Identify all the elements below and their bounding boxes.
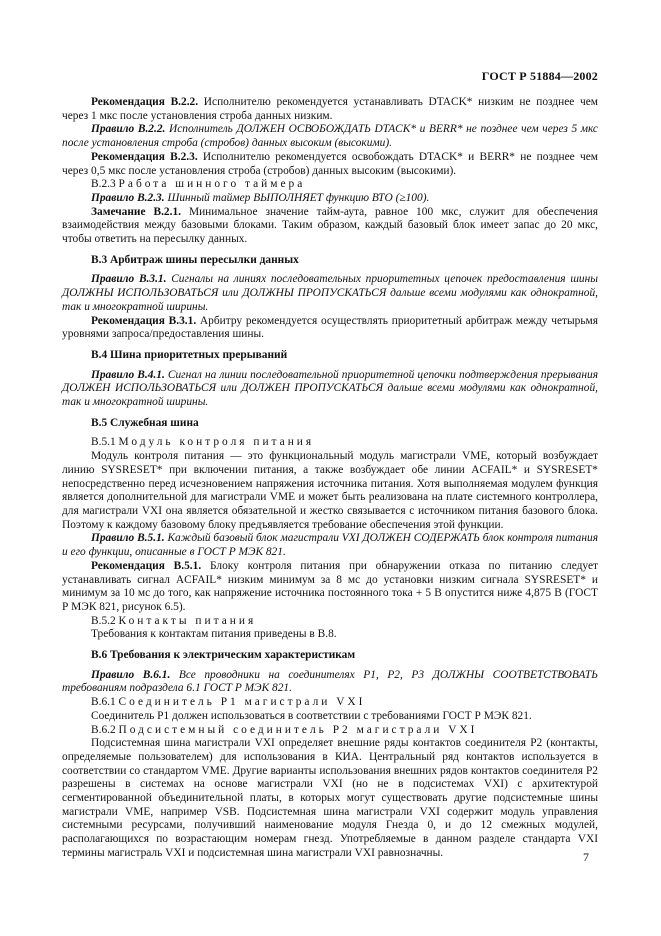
paragraph-power-monitor: Модуль контроля питания — это функциональный модуль магистрали VME, который возбуждает линию SYSRESET* при включении питания, а также возбуждает обе линии ACFAIL* и SYSRESET* непосредственно перед исчезновением напряжения источника питания. Хотя выполняемая модулем функция является дополнительной для магистрали VME и может быть реализована на плате системного контроллера, для магистрали VXI она является обязательной и жестко связывается с источником питания базового блока. Поэтому к каждому базовому блоку предъявляется требование обеспечения этой функции. [62, 450, 598, 531]
document-body [62, 96, 598, 861]
rule-b51: Правило В.5.1. Каждый базовый блок магистрали VXI ДОЛЖЕН СОДЕРЖАТЬ блок контроля питания и его функции, описанные в ГОСТ Р МЭК 821. [62, 532, 598, 559]
section-b51-heading: В.5.1 Модуль контроля питания [91, 436, 315, 449]
page-number: 7 [583, 850, 589, 864]
note-b21: Замечание В.2.1. Минимальное значение тайм-аута, равное 100 мкс, служит для обеспечения взаимодействия между базовыми блоками. Таким образом, каждый базовый блок имеет запас до 20 мкс, чтобы ответить на пересылку данных. [62, 205, 599, 246]
paragraph-p2-connector: Подсистемная шина магистрали VXI определяет внешние ряды контактов соединителя Р2 (контакты, определяемые пользователем) для использования в КИА. Центральный ряд контактов используется в соответствии со стандартом VME. Другие варианты использования внешних рядов контактов соединителя Р2 разрешены в системах на основе магистрали VXI (но не в подсистемах VXI) с архитектурой сегментированной объединительной платы, в которых могут существовать другие подсистемные шины магистрали VME, например VSB. Подсистемная шина магистрали VXI содержит модуль управления системными ресурсами, получивший наименование модуля Гнезда 0, и до 12 смежных модулей, располагающихся по возрастающим номерам гнезд. Употребляемые в данном разделе стандарта VXI термины магистраль VXI и подсистемная шина магистрали VXI равнозначны. [62, 737, 598, 859]
recommendation-b31: Рекомендация В.3.1. Арбитру рекомендуется осуществлять приоритетный арбитраж между четырьмя уровнями запроса/предоставления шины. [62, 314, 598, 341]
paragraph-p1-connector: Соединитель Р1 должен использоваться в соответствии с требованиями ГОСТ Р МЭК 821. [91, 709, 532, 722]
section-b61-heading: В.6.1 Соединитель Р1 магистрали VXI [91, 696, 366, 709]
recommendation-b22: Рекомендация В.2.2. Исполнителю рекомендуется устанавливать DTACK* низким не позднее чем через 1 мкс после установления строба данных низким. [62, 96, 598, 122]
recommendation-b23: Рекомендация В.2.3. Исполнителю рекомендуется освобождать DTACK* и BERR* не позднее чем через 0,5 мкс после установления строба (стробов) данных высоким (высокими). [62, 150, 598, 177]
rule-b31: Правило В.3.1. Сигналы на линиях последовательных приоритетных цепочек предоставления шины ДОЛЖНЫ ИСПОЛЬЗОВАТЬСЯ или ДОЛЖНЫ ПРОПУСКАТЬСЯ дальше всеми модулями как однократной, так и многократной ширины. [62, 273, 598, 313]
rule-b22: Правило В.2.2. Исполнитель ДОЛЖЕН ОСВОБОЖДАТЬ DTACK* и BERR* не позднее чем через 5 мкс после установления строба (стробов) данных высоким (высокими). [62, 123, 598, 150]
section-b5-heading: В.5 Служебная шина [91, 416, 199, 429]
section-b4-heading: В.4 Шина приоритетных прерываний [91, 348, 288, 361]
paragraph-power-contacts: Требования к контактам питания приведены в В.8. [91, 628, 337, 641]
rule-b41: Правило В.4.1. Сигнал на линии последовательной приоритетной цепочки подтверждения прерывания ДОЛЖЕН ИСПОЛЬЗОВАТЬСЯ или ДОЛЖЕН ПРОПУСКАТЬСЯ дальше всеми модулями как однократной, так и многократной ширины. [62, 368, 598, 409]
rule-b61: Правило В.6.1. Все проводники на соединителях Р1, Р2, Р3 ДОЛЖНЫ СООТВЕТСТВОВАТЬ требованиям подраздела 6.1 ГОСТ Р МЭК 821. [62, 668, 598, 695]
section-b62-heading: В.6.2 Подсистемный соединитель Р2 магистрали VXI [91, 723, 478, 736]
section-b23-heading: В.2.3 Работа шинного таймера [91, 178, 306, 191]
document-header: ГОСТ Р 51884—2002 [481, 69, 598, 83]
recommendation-b51: Рекомендация В.5.1. Блоку контроля питания при обнаружении отказа по питанию следует устанавливать сигнал ACFAIL* низким минимум за 8 мс до установки низким сигнала SYSRESET* и минимум за 10 мс до того, как напряжение источника постоянного тока + 5 В опустится ниже 4,875 В (ГОСТ Р МЭК 821, рисунок 6.5). [62, 559, 598, 613]
section-b6-heading: В.6 Требования к электрическим характеристикам [91, 649, 356, 662]
section-b3-heading: В.3 Арбитраж шины пересылки данных [91, 253, 299, 266]
section-b52-heading: В.5.2 Контакты питания [91, 614, 257, 627]
rule-b23: Правило В.2.3. Шинный таймер ВЫПОЛНЯЕТ функцию ВТО (≥100). [91, 191, 430, 204]
